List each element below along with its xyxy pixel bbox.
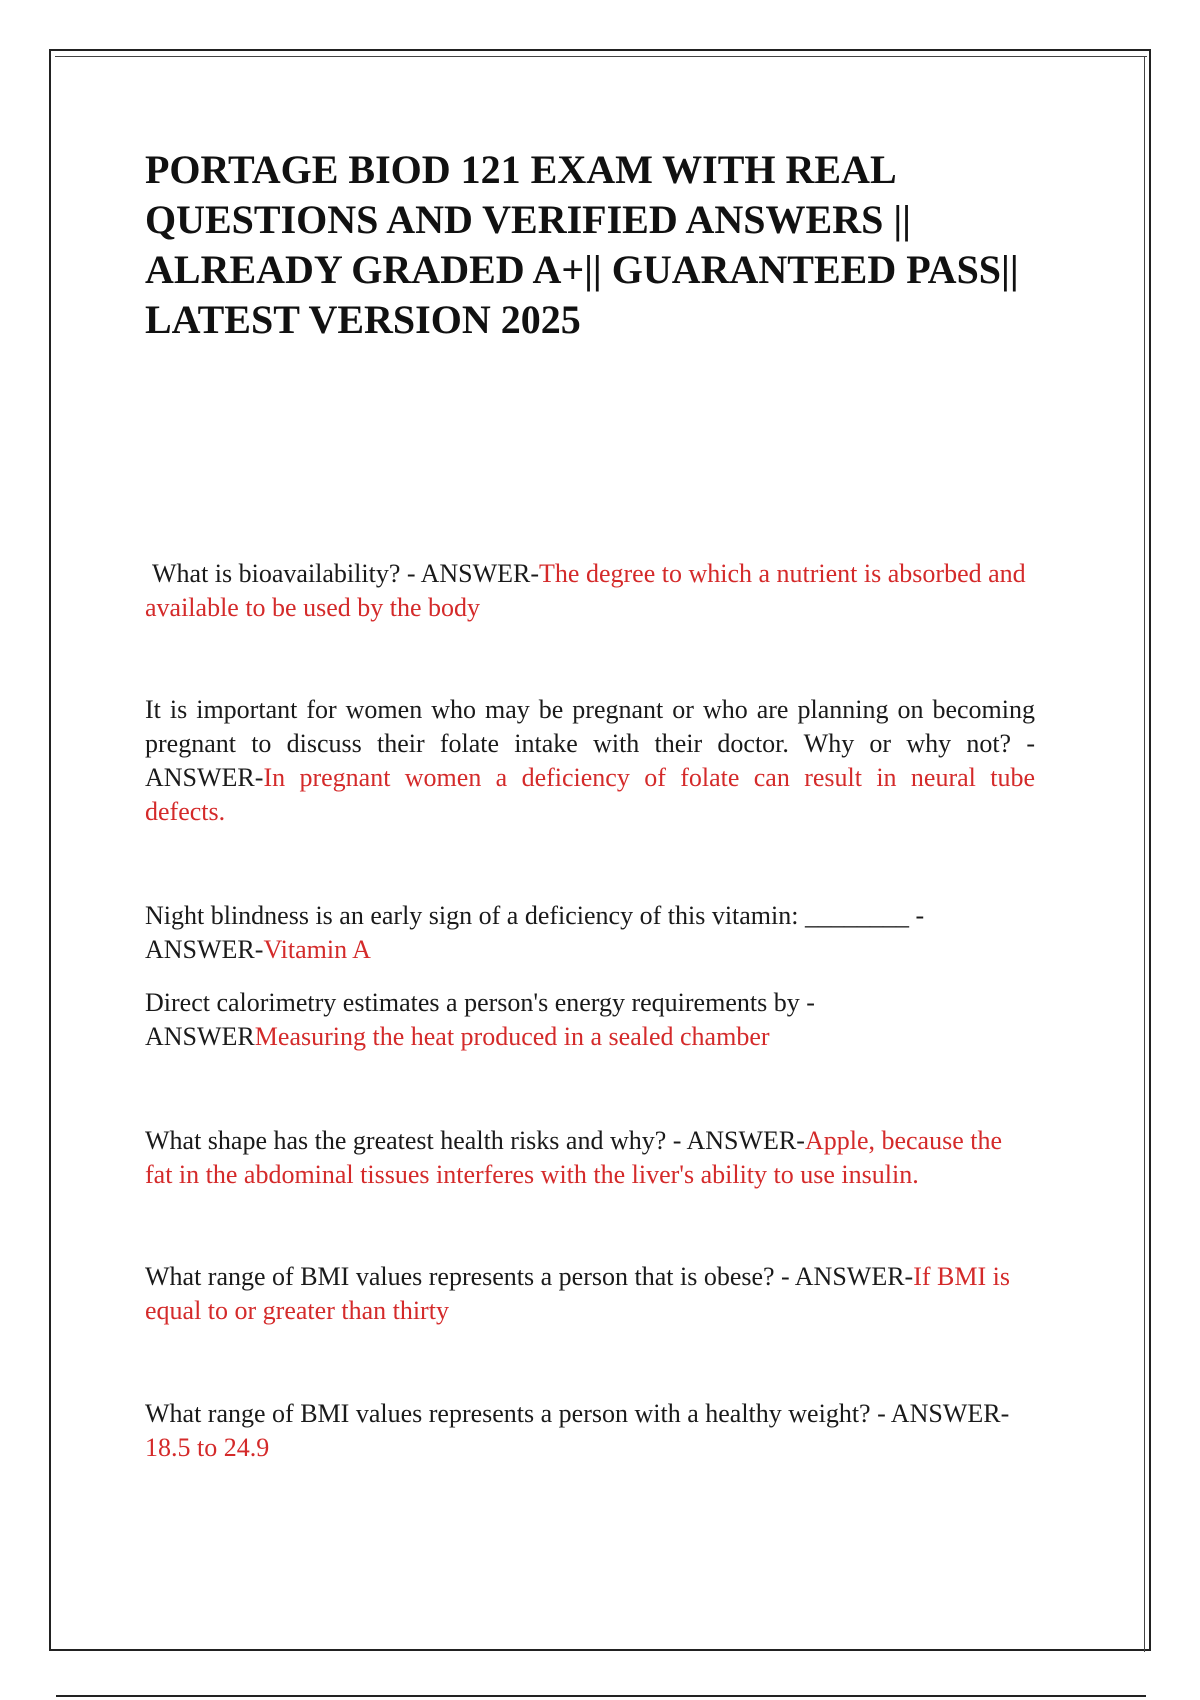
document-title: PORTAGE BIOD 121 EXAM WITH REAL QUESTIONS AND VERIFIED ANSWERS || ALREADY GRADED A+|| GUARANTEED PASS|| LATEST VERSION 2025 [145,147,1019,342]
question-text: What range of BMI values represents a person that is obese? - ANSWER- [145,1262,914,1291]
page-border-inner-top [55,56,1147,57]
qa-item-bioavailability [145,557,1035,625]
answer-text: In pregnant women a deficiency of folate can result in neural tube defects. [145,763,1035,826]
question-text: Night blindness is an early sign of a deficiency of this vitamin: ________ - ANSWER- [145,901,925,964]
qa-item-bmi-obese [145,1260,1035,1328]
answer-text: Vitamin A [263,935,371,964]
qa-item-bmi-healthy [145,1397,1035,1465]
bottom-divider [56,1695,1146,1697]
page-border-inner-right [1144,56,1145,1652]
question-text: It is important for women who may be pregnant or who are planning on becoming pregnant to discuss their folate intake with their doctor. Why or why not? - ANSWER- [145,695,1035,792]
question-text: What range of BMI values represents a person with a healthy weight? - ANSWER- [145,1399,1010,1428]
qa-item-body-shape [145,1124,1035,1192]
question-text: Direct calorimetry estimates a person's energy requirements by - ANSWER [145,988,815,1051]
answer-text: Apple, because the fat in the abdominal tissues interferes with the liver's ability to use insulin. [145,1126,1003,1189]
qa-item-calorimetry [145,986,1035,1054]
question-text: What is bioavailability? - ANSWER- [152,559,540,588]
qa-item-folate [145,693,1035,829]
answer-text: Measuring the heat produced in a sealed chamber [254,1022,770,1051]
answer-text: If BMI is equal to or greater than thirty [145,1262,1010,1325]
answer-text: The degree to which a nutrient is absorbed and available to be used by the body [145,559,1026,622]
answer-text: 18.5 to 24.9 [145,1433,270,1462]
qa-item-night-blindness [145,899,1035,967]
question-text: What shape has the greatest health risks and why? - ANSWER- [145,1126,805,1155]
